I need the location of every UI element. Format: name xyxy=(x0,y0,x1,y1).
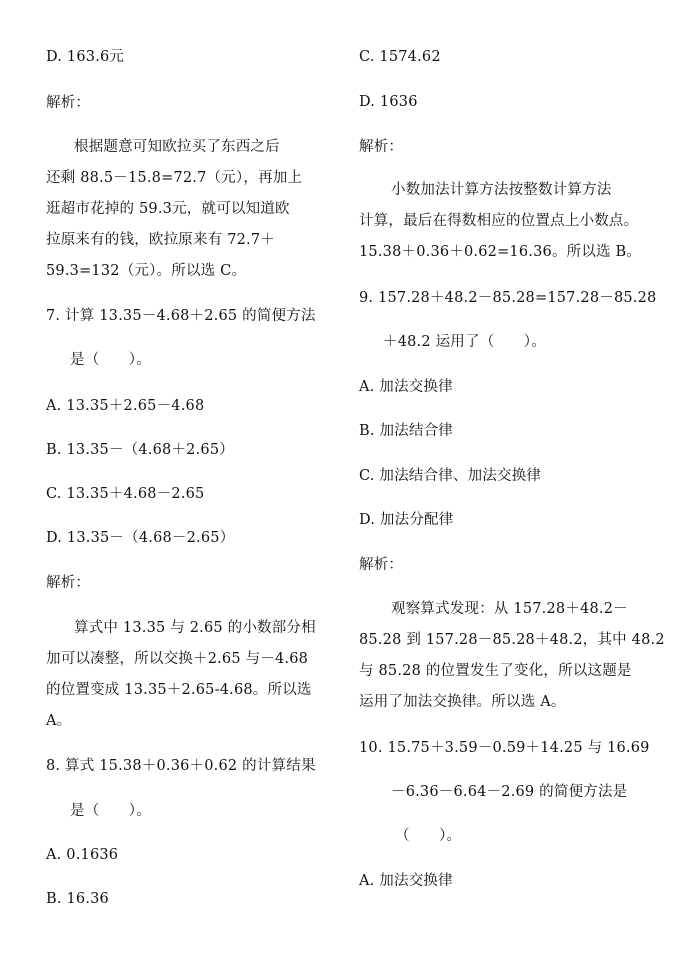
analysis-text-line: 观察算式发现：从 157.28＋48.2－ xyxy=(391,601,628,617)
option-c-q7: C. 13.35＋4.68－2.65 xyxy=(46,486,205,502)
analysis-text-line: 计算，最后在得数相应的位置点上小数点。 xyxy=(359,213,639,229)
analysis-text-line: 算式中 13.35 与 2.65 的小数部分相 xyxy=(74,620,316,636)
option-d-q7: D. 13.35－（4.68－2.65） xyxy=(46,530,235,546)
analysis-text-line: 15.38＋0.36＋0.62=16.36。所以选 B。 xyxy=(359,244,642,260)
option-a-q10: A. 加法交换律 xyxy=(359,873,453,889)
analysis-text-line: 运用了加法交换律。所以选 A。 xyxy=(359,694,566,710)
analysis-label: 解析： xyxy=(46,95,91,111)
question-10-blank: （ ）。 xyxy=(395,828,462,844)
option-a-q7: A. 13.35＋2.65－4.68 xyxy=(46,398,205,414)
option-b-q9: B. 加法结合律 xyxy=(359,423,453,439)
analysis-text-line: A。 xyxy=(46,713,72,729)
analysis-text-line: 59.3=132（元）。所以选 C。 xyxy=(46,263,247,279)
question-7-blank: 是（ ）。 xyxy=(70,352,151,368)
analysis-text-line: 还剩 88.5－15.8=72.7（元），再加上 xyxy=(46,170,303,186)
analysis-text-line: 拉原来有的钱，欧拉原来有 72.7＋ xyxy=(46,232,275,248)
analysis-label: 解析： xyxy=(359,557,404,573)
analysis-text-line: 85.28 到 157.28－85.28＋48.2，其中 48.2 xyxy=(359,632,665,648)
question-8-stem: 8. 算式 15.38＋0.36＋0.62 的计算结果 xyxy=(46,758,316,774)
option-a-q9: A. 加法交换律 xyxy=(359,379,453,395)
analysis-text-line: 加可以凑整，所以交换＋2.65 与－4.68 xyxy=(46,651,309,667)
question-10-stem-cont: －6.36－6.64－2.69 的简便方法是 xyxy=(391,784,628,800)
option-c-q9: C. 加法结合律、加法交换律 xyxy=(359,468,542,484)
option-b-q8: B. 16.36 xyxy=(46,891,109,907)
question-7-stem: 7. 计算 13.35－4.68＋2.65 的简便方法 xyxy=(46,308,316,324)
analysis-text-line: 的位置变成 13.35＋2.65-4.68。所以选 xyxy=(46,682,312,698)
question-10-stem: 10. 15.75＋3.59－0.59＋14.25 与 16.69 xyxy=(359,740,650,756)
question-9-stem: 9. 157.28＋48.2－85.28=157.28－85.28 xyxy=(359,290,657,306)
option-d-q9: D. 加法分配律 xyxy=(359,512,454,528)
question-8-blank: 是（ ）。 xyxy=(70,803,151,819)
option-d-q6: D. 163.6元 xyxy=(46,49,125,65)
analysis-text-line: 小数加法计算方法按整数计算方法 xyxy=(391,182,612,198)
analysis-text-line: 逛超市花掉的 59.3元，就可以知道欧 xyxy=(46,201,290,217)
analysis-label: 解析： xyxy=(46,575,91,591)
option-d-q8: D. 1636 xyxy=(359,94,418,110)
analysis-label: 解析： xyxy=(359,139,404,155)
option-c-q8: C. 1574.62 xyxy=(359,49,441,65)
question-9-stem-cont: ＋48.2 运用了（ ）。 xyxy=(383,334,546,350)
analysis-text-line: 根据题意可知欧拉买了东西之后 xyxy=(74,139,280,155)
option-a-q8: A. 0.1636 xyxy=(46,847,119,863)
analysis-text-line: 与 85.28 的位置发生了变化，所以这题是 xyxy=(359,663,632,679)
option-b-q7: B. 13.35－（4.68＋2.65） xyxy=(46,442,234,458)
